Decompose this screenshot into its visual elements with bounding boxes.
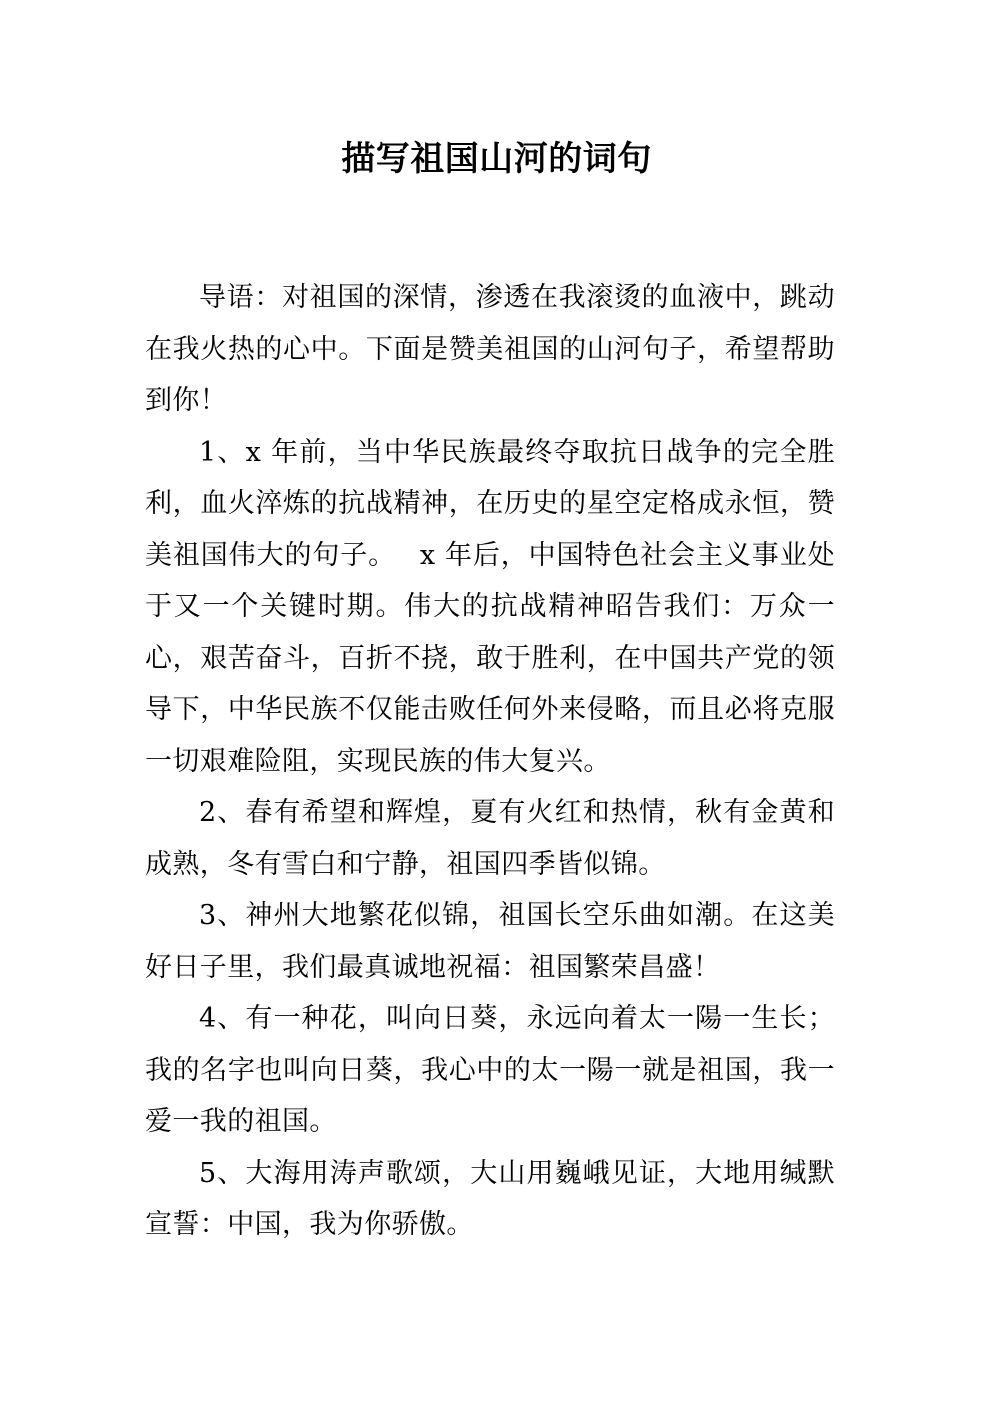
paragraph-item-4: 4、有一种花，叫向日葵，永远向着太一陽一生长；我的名字也叫向日葵，我心中的太一陽一就是祖国，我一爱一我的祖国。 — [145, 1003, 835, 1137]
paragraph-item-3: 3、神州大地繁花似锦，祖国长空乐曲如潮。在这美好日子里，我们最真诚地祝福：祖国繁荣昌盛！ — [145, 900, 835, 983]
document-body — [145, 272, 835, 1251]
page-title: 描写祖国山河的词句 — [341, 138, 652, 179]
paragraph-item-2: 2、春有希望和辉煌，夏有火红和热情，秋有金黄和成熟，冬有雪白和宁静，祖国四季皆似锦。 — [145, 797, 835, 880]
paragraph-item-1: 1、x 年前，当中华民族最终夺取抗日战争的完全胜利，血火淬炼的抗战精神，在历史的星空定格成永恒，赞美祖国伟大的句子。 x 年后，中国特色社会主义事业处于又一个关键时期。伟大的抗战精神昭告我们：万众一心，艰苦奋斗，百折不挠，敢于胜利，在中国共产党的领导下，中华民族不仅能击败任何外来侵略，而且必将克服一切艰难险阻，实现民族的伟大复兴。 — [145, 436, 835, 777]
paragraph-intro: 导语：对祖国的深情，渗透在我滚烫的血液中，跳动在我火热的心中。下面是赞美祖国的山河句子，希望帮助到你！ — [145, 282, 835, 416]
paragraph-item-5: 5、大海用涛声歌颂，大山用巍峨见证，大地用缄默宣誓：中国，我为你骄傲。 — [145, 1157, 835, 1240]
